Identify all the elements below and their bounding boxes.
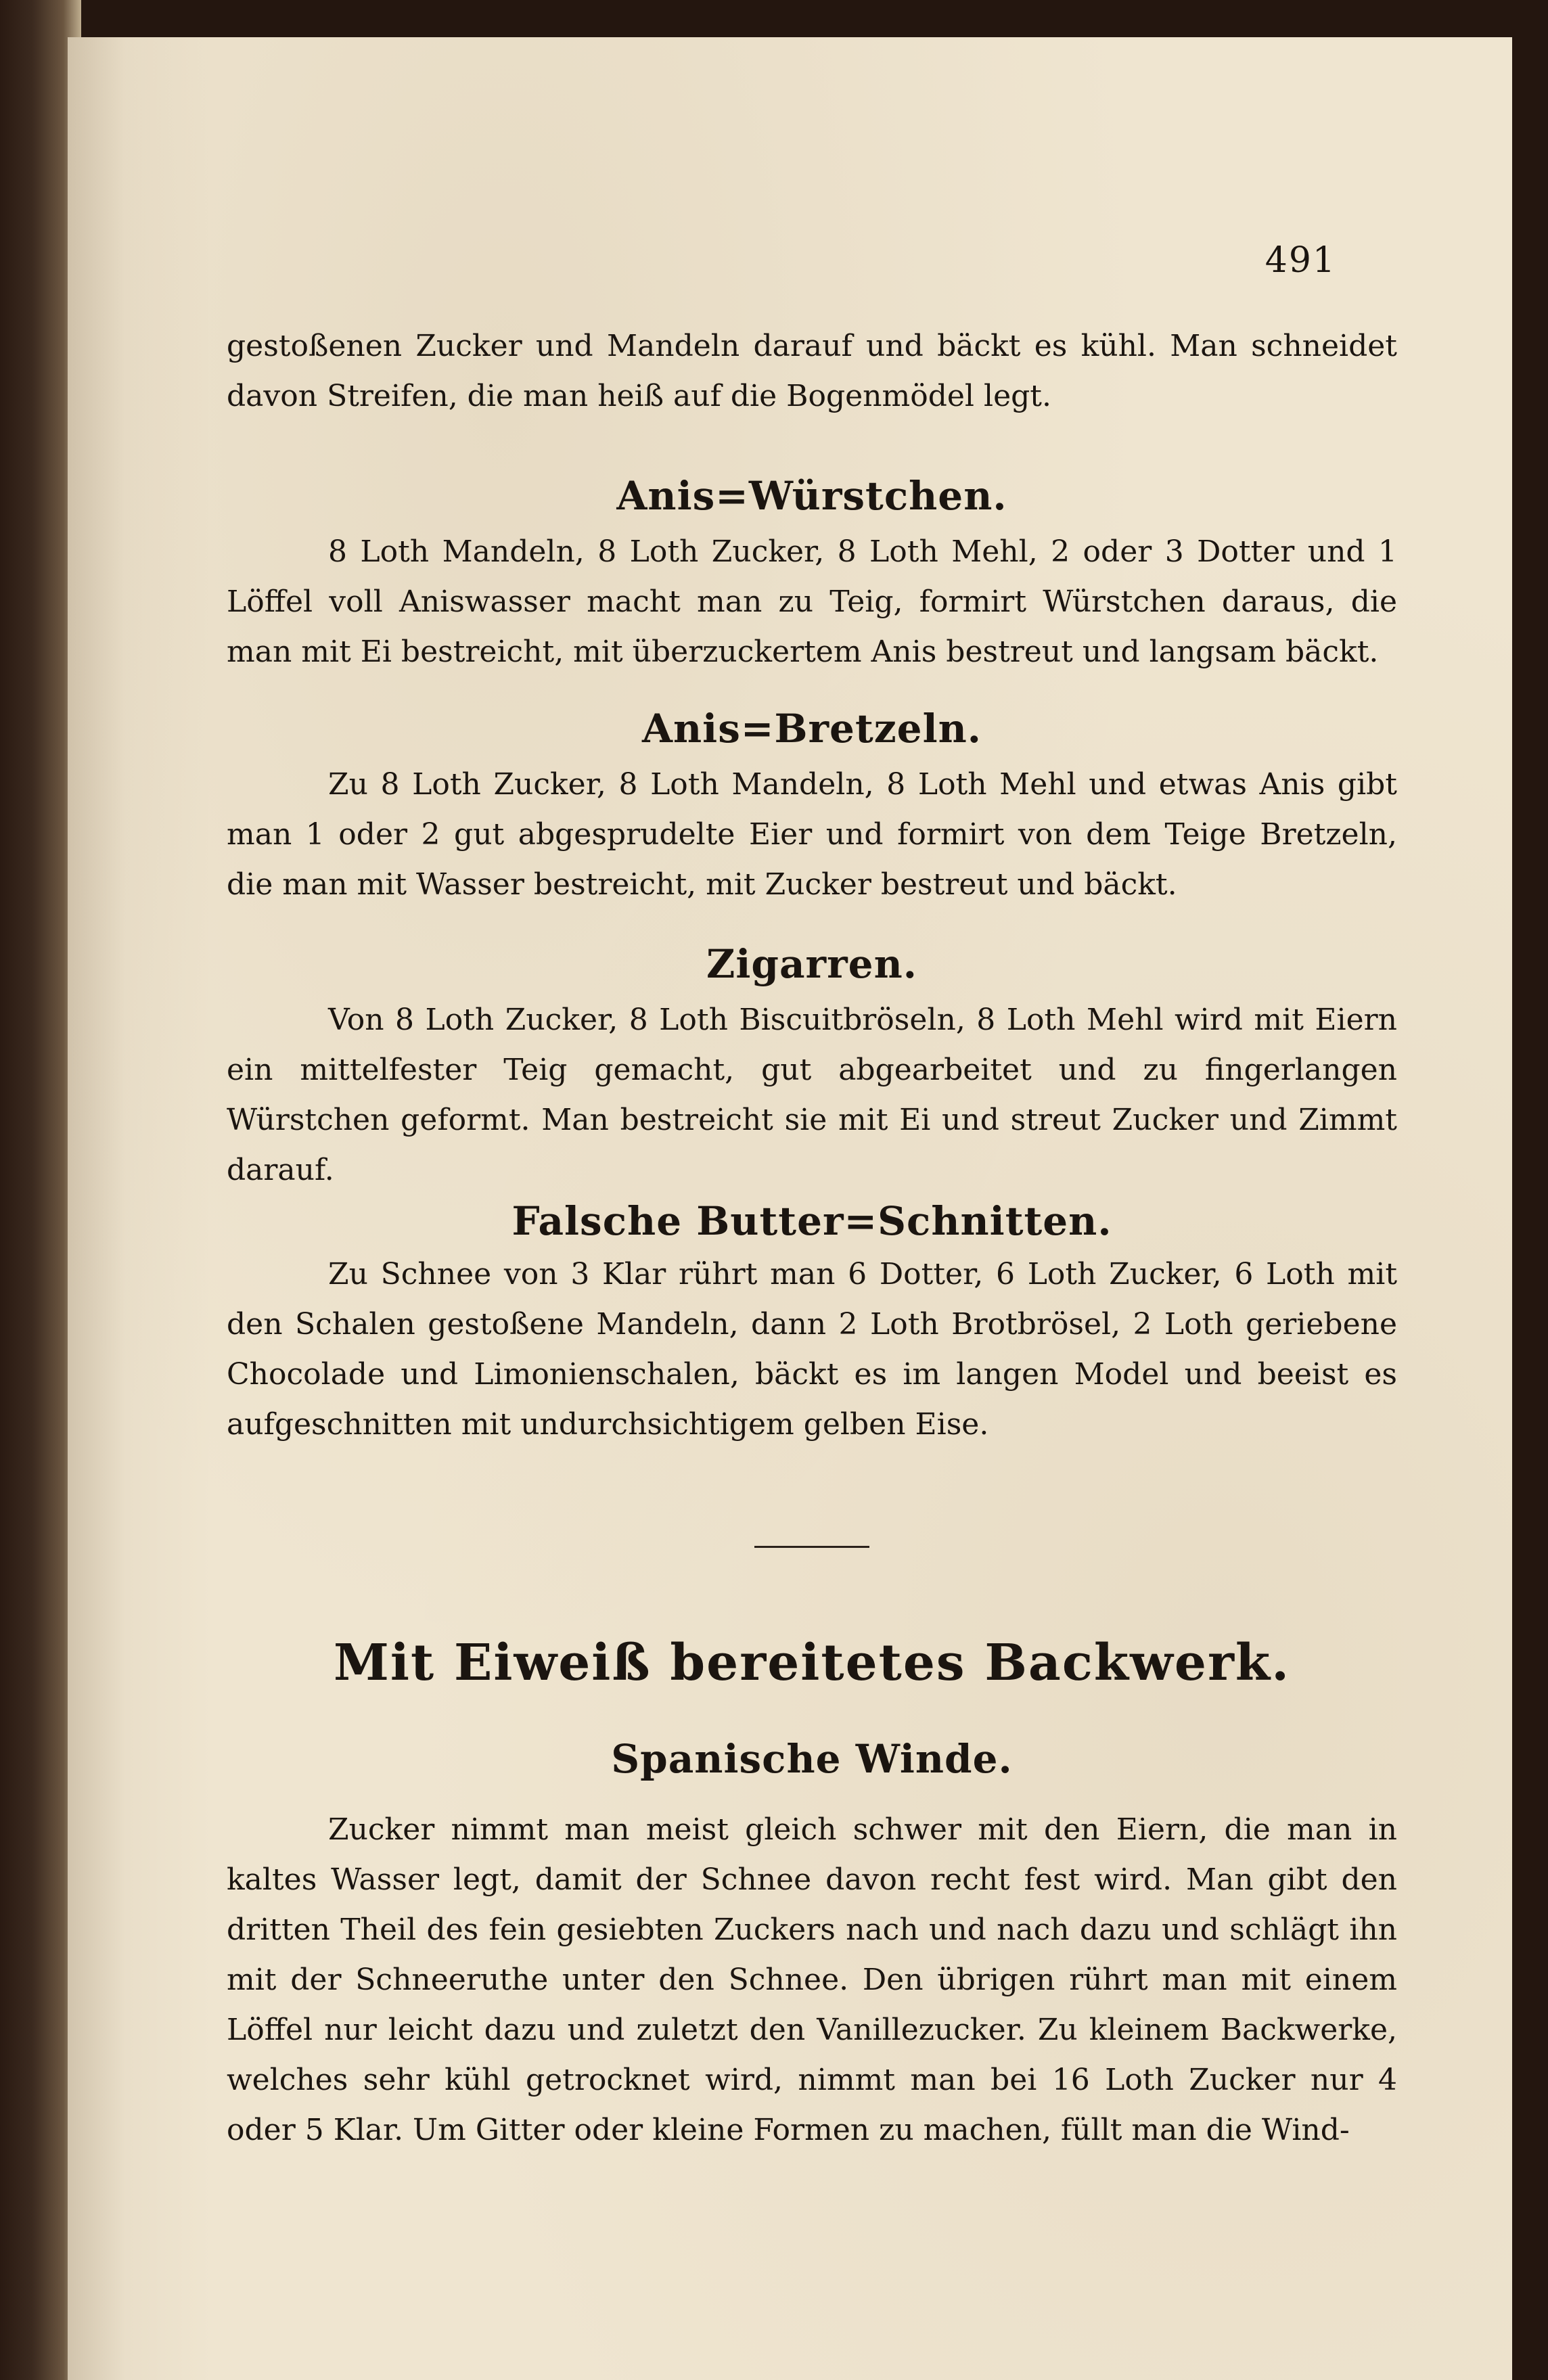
recipe-text-spanische-winde: Zucker nimmt man meist gleich schwer mit den Eiern, die man in kaltes Wasser legt, damit der Schnee davon recht fest wird. Man gibt den dritten Theil des fein gesiebten Zuckers nach und nach dazu und schlägt ihn mit der Schneeruthe unter den Schnee. Den übrigen rührt man mit einem Löffel nur leicht dazu und zuletzt den Vanillezucker. Zu kleinem Backwerke, welches sehr kühl getrocknet wird, nimmt man bei 16 Loth Zucker nur 4 oder 5 Klar. Um Gitter oder kleine Formen zu machen, füllt man die Wind- bbox=[227, 1812, 1397, 2147]
page-body bbox=[227, 321, 1397, 2155]
recipe-title-falsche-butter-schnitten: Falsche Butter=Schnitten. bbox=[511, 1198, 1112, 1244]
recipe-text-falsche-butter-schnitten: Zu Schnee von 3 Klar rührt man 6 Dotter, 6 Loth Zucker, 6 Loth mit den Schalen gestoßene Mandeln, dann 2 Loth Brotbrösel, 2 Loth geriebene Chocolade und Limonienschalen, bäckt es im langen Model und beeist es aufgeschnitten mit undurchsichtigem gelben Eise. bbox=[227, 1257, 1397, 1442]
section-divider bbox=[754, 1546, 869, 1548]
recipe-text-anis-wuerstchen: 8 Loth Mandeln, 8 Loth Zucker, 8 Loth Mehl, 2 oder 3 Dotter und 1 Löffel voll Aniswasser macht man zu Teig, formirt Würstchen daraus, die man mit Ei bestreicht, mit überzuckertem Anis bestreut und langsam bäckt. bbox=[227, 534, 1397, 669]
recipe-title-spanische-winde: Spanische Winde. bbox=[611, 1736, 1013, 1782]
recipe-title-zigarren: Zigarren. bbox=[706, 941, 917, 987]
recipe-text-zigarren: Von 8 Loth Zucker, 8 Loth Biscuitbröseln, 8 Loth Mehl wird mit Eiern ein mittelfester Teig gemacht, gut abgearbeitet und zu fingerlangen Würstchen geformt. Man bestreicht sie mit Ei und streut Zucker und Zimmt darauf. bbox=[227, 1003, 1397, 1187]
recipe-title-anis-bretzeln: Anis=Bretzeln. bbox=[642, 706, 982, 752]
page-number: 491 bbox=[1265, 240, 1336, 281]
recipe-title-anis-wuerstchen: Anis=Würstchen. bbox=[616, 473, 1007, 519]
section-title: Mit Eiweiß bereitetes Backwerk. bbox=[334, 1634, 1290, 1692]
recipe-text-anis-bretzeln: Zu 8 Loth Zucker, 8 Loth Mandeln, 8 Loth Mehl und etwas Anis gibt man 1 oder 2 gut abgesprudelte Eier und formirt von dem Teige Bretzeln, die man mit Wasser bestreicht, mit Zucker bestreut und bäckt. bbox=[227, 767, 1397, 902]
book-page bbox=[68, 37, 1512, 2380]
intro-paragraph: gestoßenen Zucker und Mandeln darauf und bäckt es kühl. Man schneidet davon Streifen, die man heiß auf die Bogenmödel legt. bbox=[227, 329, 1397, 413]
